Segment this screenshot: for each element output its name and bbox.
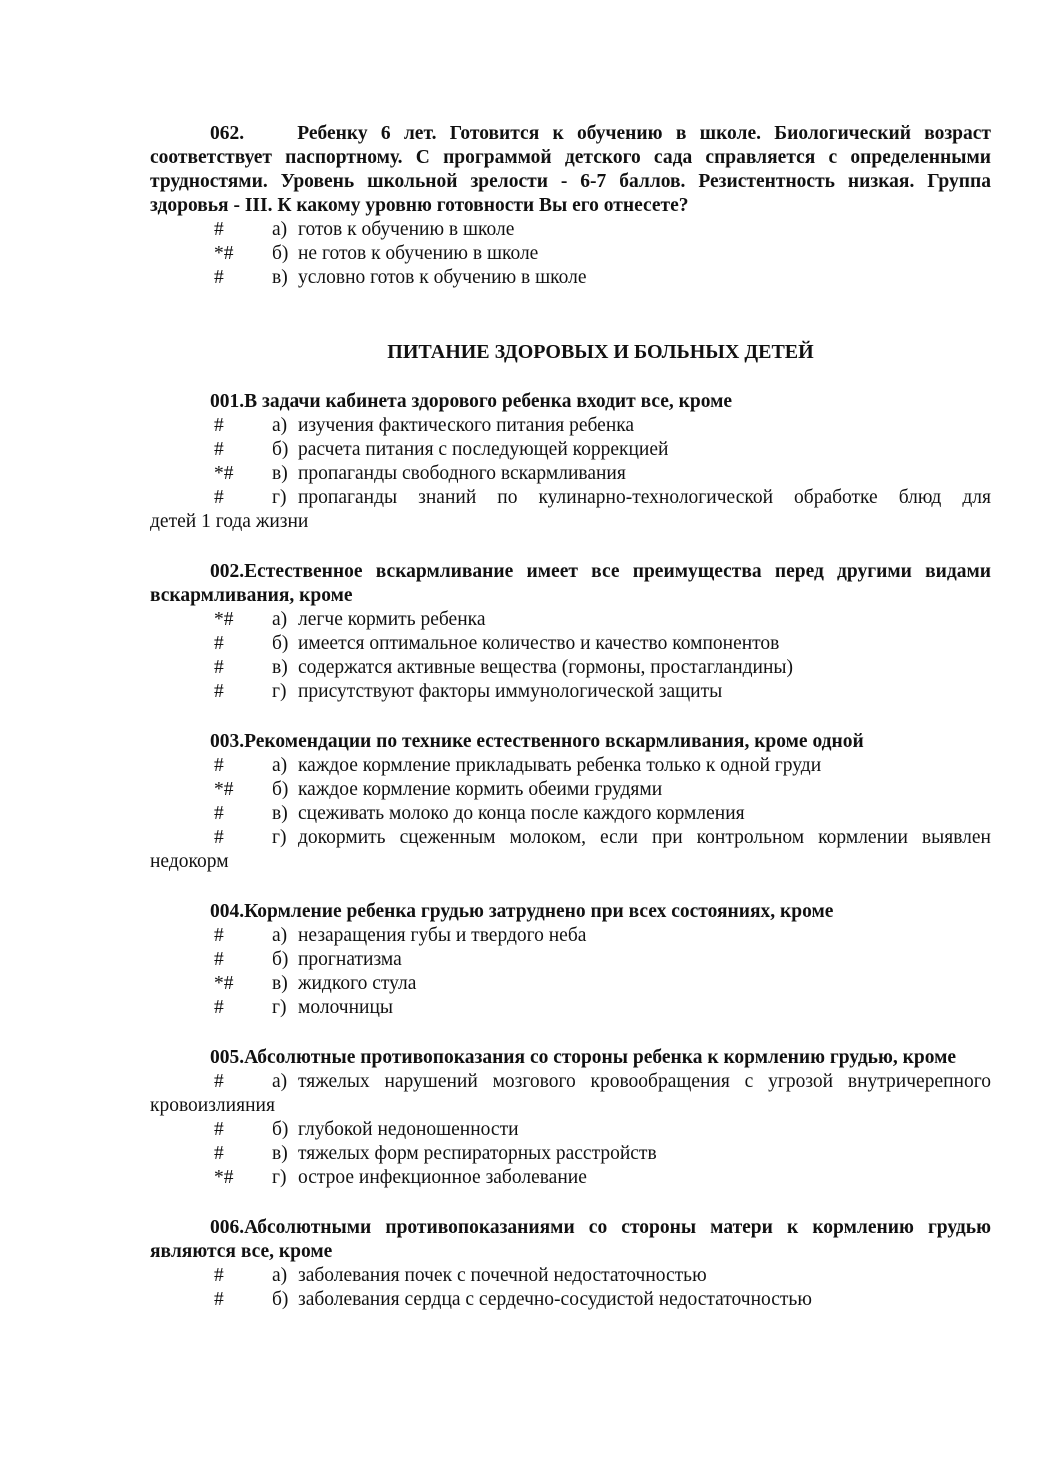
answer-mark: #: [214, 219, 224, 240]
answer-text: заболевания сердца с сердечно-сосудистой недостаточностью: [298, 1289, 812, 1310]
answer-letter: б): [272, 439, 289, 460]
answer-letter: в): [272, 657, 288, 678]
question-title: 004.Кормление ребенка грудью затруднено при всех состояниях, кроме: [210, 901, 834, 922]
answer-text: присутствуют факторы иммунологической защиты: [298, 681, 723, 702]
answer-option: [150, 1142, 991, 1166]
answer-mark: *#: [214, 463, 234, 484]
answer-letter: в): [272, 973, 288, 994]
answer-option: [150, 1118, 991, 1142]
answer-mark: *#: [214, 973, 234, 994]
answer-list: [150, 218, 991, 290]
answer-letter: а): [272, 755, 288, 776]
answer-option: [150, 924, 991, 948]
document-page: [150, 122, 991, 1338]
answer-option: [150, 218, 991, 242]
answer-text: тяжелых нарушений мозгового кровообращения с угрозой внутричерепного: [298, 1071, 991, 1092]
answer-letter: г): [272, 681, 287, 702]
answer-text: расчета питания с последующей коррекцией: [298, 439, 669, 460]
answer-letter: а): [272, 1071, 288, 1092]
answer-mark: #: [214, 755, 224, 776]
answer-letter: г): [272, 1167, 287, 1188]
answer-option: [150, 996, 991, 1020]
question-004: [150, 900, 991, 1020]
answer-mark: #: [214, 1289, 224, 1310]
answer-mark: *#: [214, 779, 234, 800]
answer-text: глубокой недоношенности: [298, 1119, 519, 1140]
question-title: 005.Абсолютные противопоказания со стороны ребенка к кормлению грудью, кроме: [210, 1047, 957, 1068]
answer-option: [150, 948, 991, 972]
question-006: [150, 1216, 991, 1312]
answer-option: [150, 462, 991, 486]
answer-letter: а): [272, 415, 288, 436]
answer-letter: г): [272, 487, 287, 508]
answer-text-continuation: детей 1 года жизни: [150, 511, 309, 532]
answer-mark: #: [214, 633, 224, 654]
answer-mark: #: [214, 681, 224, 702]
answer-text-continuation: недокорм: [150, 851, 229, 872]
answer-text: тяжелых форм респираторных расстройств: [298, 1143, 657, 1164]
answer-mark: #: [214, 487, 224, 508]
answer-text: докормить сцеженным молоком, если при контрольном кормлении выявлен: [298, 827, 991, 848]
answer-letter: б): [272, 1119, 289, 1140]
answer-letter: б): [272, 633, 289, 654]
answer-mark: #: [214, 439, 224, 460]
answer-letter: а): [272, 1265, 288, 1286]
question-text: Ребенку 6 лет. Готовится к обучению в школе. Биологический возраст соответствует паспортному. С программой детского сада справляется с определенными трудностями. Уровень школьной зрелости - 6-7 баллов. Резистентность низкая. Группа здоровья - III. К какому уровню готовности Вы его отнесете?: [150, 123, 992, 216]
answer-text: незаращения губы и твердого неба: [298, 925, 587, 946]
answer-text: жидкого стула: [298, 973, 417, 994]
section-title: ПИТАНИЕ ЗДОРОВЫХ И БОЛЬНЫХ ДЕТЕЙ: [387, 341, 814, 363]
answer-mark: #: [214, 1119, 224, 1140]
answer-letter: г): [272, 827, 287, 848]
answer-mark: *#: [214, 609, 234, 630]
question-title: 003.Рекомендации по технике естественного вскармливания, кроме одной: [210, 731, 864, 752]
answer-letter: а): [272, 219, 288, 240]
answer-option: [150, 656, 991, 680]
answer-mark: #: [214, 1071, 224, 1092]
answer-text: легче кормить ребенка: [298, 609, 486, 630]
question-title: 001.В задачи кабинета здорового ребенка входит все, кроме: [210, 391, 733, 412]
answer-letter: а): [272, 925, 288, 946]
question-002: [150, 560, 991, 704]
answer-text: изучения фактического питания ребенка: [298, 415, 635, 436]
answer-option: [150, 1166, 991, 1190]
answer-text: заболевания почек с почечной недостаточностью: [298, 1265, 707, 1286]
answer-text: каждое кормление кормить обеими грудями: [298, 779, 663, 800]
answer-mark: *#: [214, 1167, 234, 1188]
question-001: [150, 390, 991, 534]
answer-letter: а): [272, 609, 288, 630]
answer-option: [150, 242, 991, 266]
answer-text: имеется оптимальное количество и качество компонентов: [298, 633, 780, 654]
question-062: [150, 122, 991, 290]
answer-letter: б): [272, 243, 289, 264]
answer-text: пропаганды знаний по кулинарно-технологической обработке блюд для: [298, 487, 991, 508]
answer-text: пропаганды свободного вскармливания: [298, 463, 626, 484]
answer-option: [150, 438, 991, 462]
answer-option: [150, 972, 991, 996]
answer-option: [150, 414, 991, 438]
answer-text: условно готов к обучению в школе: [298, 267, 587, 288]
answer-mark: #: [214, 925, 224, 946]
answer-option: [150, 680, 991, 704]
answer-letter: в): [272, 463, 288, 484]
answer-mark: #: [214, 997, 224, 1018]
answer-option: [150, 1288, 991, 1312]
question-number: 062.: [210, 123, 245, 144]
answer-option: [150, 1264, 991, 1288]
question-title: 006.Абсолютными противопоказаниями со стороны матери к кормлению грудью являются все, кроме: [150, 1217, 991, 1262]
answer-letter: б): [272, 1289, 289, 1310]
question-title: 002.Естественное вскармливание имеет все преимущества перед другими видами вскармливания, кроме: [150, 561, 991, 606]
answer-text: содержатся активные вещества (гормоны, простагландины): [298, 657, 794, 678]
answer-letter: б): [272, 779, 289, 800]
question-005: [150, 1046, 991, 1190]
answer-option: [150, 1070, 991, 1118]
answer-letter: в): [272, 1143, 288, 1164]
answer-mark: #: [214, 803, 224, 824]
answer-letter: в): [272, 803, 288, 824]
question-003: [150, 730, 991, 874]
answer-letter: в): [272, 267, 288, 288]
answer-mark: #: [214, 1265, 224, 1286]
answer-text-continuation: кровоизлияния: [150, 1095, 275, 1116]
answer-mark: #: [214, 657, 224, 678]
answer-mark: #: [214, 1143, 224, 1164]
answer-text: прогнатизма: [298, 949, 402, 970]
answer-text: каждое кормление прикладывать ребенка только к одной груди: [298, 755, 822, 776]
answer-mark: #: [214, 267, 224, 288]
answer-option: [150, 632, 991, 656]
answer-option: [150, 778, 991, 802]
answer-option: [150, 486, 991, 534]
answer-mark: *#: [214, 243, 234, 264]
answer-letter: б): [272, 949, 289, 970]
answer-option: [150, 802, 991, 826]
answer-text: не готов к обучению в школе: [298, 243, 539, 264]
question-title: [150, 122, 991, 218]
answer-mark: #: [214, 949, 224, 970]
answer-mark: #: [214, 827, 224, 848]
answer-option: [150, 608, 991, 632]
answer-text: готов к обучению в школе: [298, 219, 515, 240]
answer-letter: г): [272, 997, 287, 1018]
answer-mark: #: [214, 415, 224, 436]
answer-option: [150, 826, 991, 874]
answer-option: [150, 754, 991, 778]
answer-text: острое инфекционное заболевание: [298, 1167, 587, 1188]
answer-text: молочницы: [298, 997, 394, 1018]
answer-option: [150, 266, 991, 290]
answer-text: сцеживать молоко до конца после каждого кормления: [298, 803, 745, 824]
